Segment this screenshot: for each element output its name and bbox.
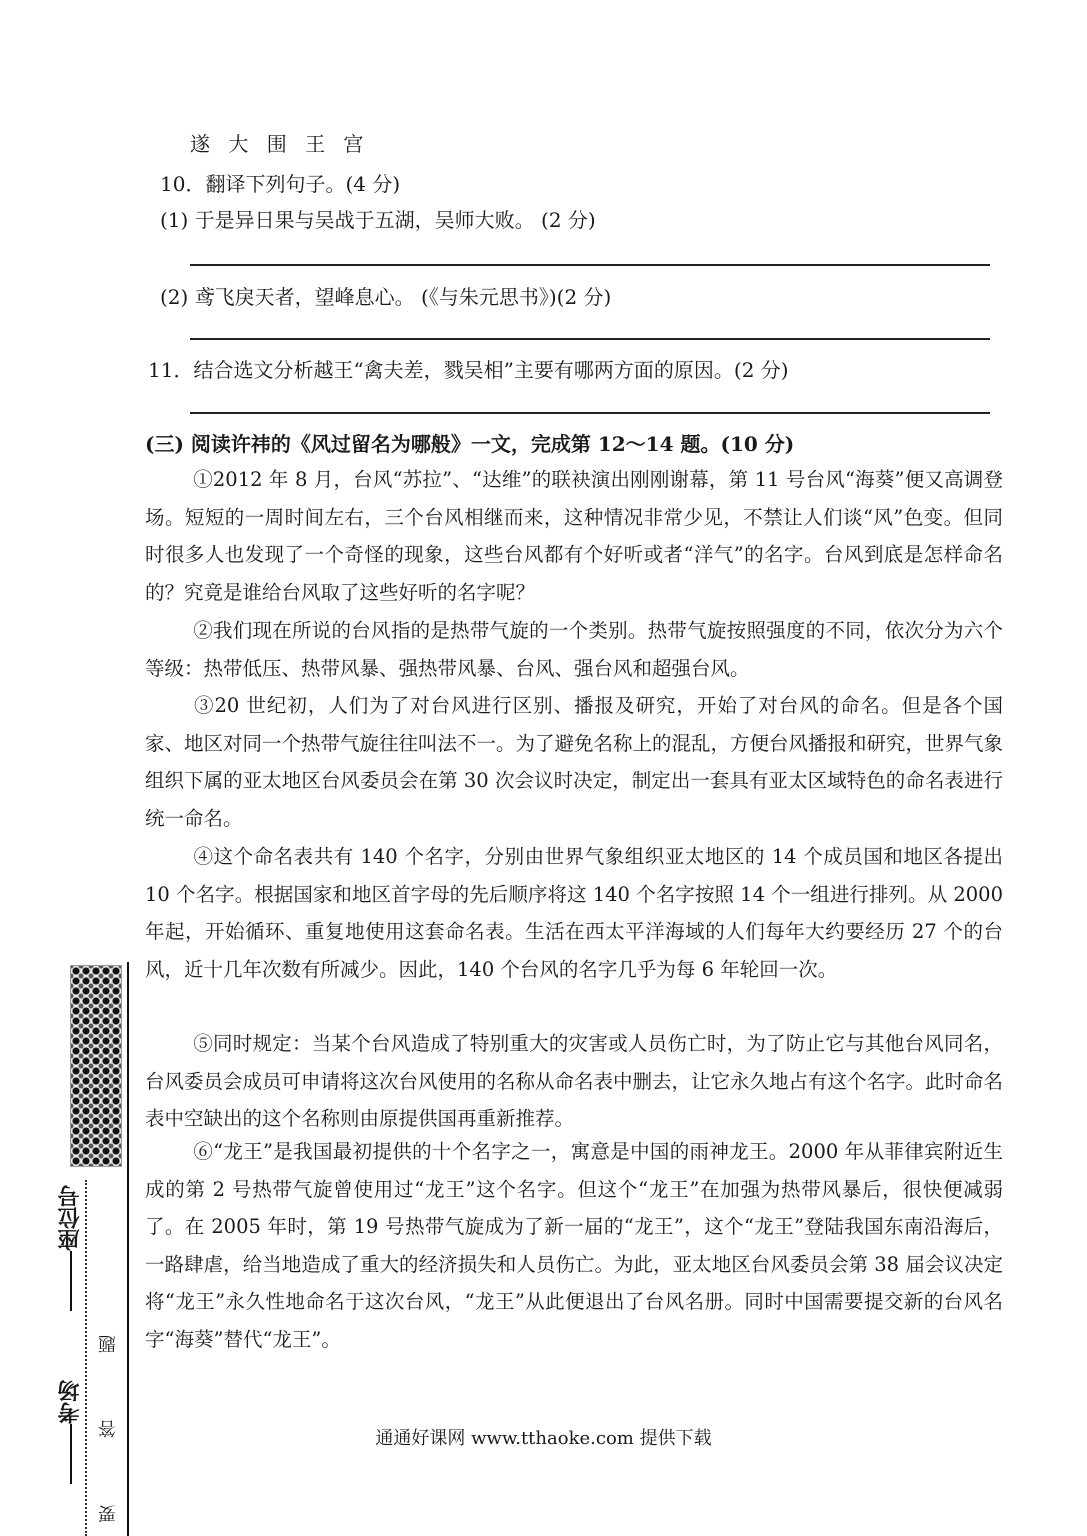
exam-room-label: 考场 xyxy=(58,1380,83,1424)
section-3-heading: (三) 阅读许祎的《风过留名为哪般》一文，完成第 12～14 题。(10 分) xyxy=(145,432,795,456)
seat-number-label: 座位号 xyxy=(58,1185,83,1251)
binding-line xyxy=(127,962,129,1536)
binding-notice-1: 要 xyxy=(98,1505,119,1523)
answer-line-2[interactable] xyxy=(190,338,990,340)
question-10-title: 10．翻译下列句子。(4 分) xyxy=(160,172,401,196)
paragraph-2: ②我们现在所说的台风指的是热带气旋的一个类别。热带气旋按照强度的不同，依次分为六个等级：热带低压、热带风暴、强热带风暴、台风、强台风和超强台风。 xyxy=(145,619,1003,680)
seat-number-blank[interactable] xyxy=(70,1251,72,1311)
binding-notice-2: 答 xyxy=(98,1420,119,1438)
paragraph-1: ①2012 年 8 月，台风“苏拉”、“达维”的联袂演出刚刚谢幕，第 11 号台风“海葵”便又高调登场。短短的一周时间左右，三个台风相继而来，这种情况非常少见，不禁让人们谈“风”色变。但同时很多人也发现了一个奇怪的现象，这些台风都有个好听或者“洋气”的名字。台风到底是怎样命名的？究竟是谁给台风取了这些好听的名字呢？ xyxy=(145,468,1003,604)
question-10-sentence-1: (1) 于是异日果与吴战于五湖，吴师大败。 (2 分) xyxy=(160,208,596,232)
paragraph-4: ④这个命名表共有 140 个名字，分别由世界气象组织亚太地区的 14 个成员国和地区各提出 10 个名字。根据国家和地区首字母的先后顺序将这 140 个名字按照 14 个一组进行排列。从 2000 年起，开始循环、重复地使用这套命名表。生活在西太平洋海域的人们每年大约要经历 27 个的台风，近十几年次数有所减少。因此，140 个台风的名字几乎为每 6 年轮回一次。 xyxy=(145,845,1003,981)
binding-notice-3: 题 xyxy=(98,1335,119,1353)
paragraph-5: ⑤同时规定：当某个台风造成了特别重大的灾害或人员伤亡时，为了防止它与其他台风同名，台风委员会成员可申请将这次台风使用的名称从命名表中删去，让它永久地占有这个名字。此时命名表中空缺出的这个名称则由原提供国再重新推荐。 xyxy=(145,1032,1004,1130)
seat-number-field[interactable] xyxy=(55,1185,86,1315)
paragraph-6: ⑥“龙王”是我国最初提供的十个名字之一，寓意是中国的雨神龙王。2000 年从菲律宾附近生成的第 2 号热带气旋曾使用过“龙王”这个名字。但这个“龙王”在加强为热带风暴后，很快便减弱了。在 2005 年时，第 19 号热带气旋成为了新一届的“龙王”，这个“龙王”登陆我国东南沿海后，一路肆虐，给当地造成了重大的经济损失和人员伤亡。为此，亚太地区台风委员会第 38 届会议决定将“龙王”永久性地命名于这次台风，“龙王”从此便退出了台风名册。同时中国需要提交新的台风名字“海葵”替代“龙王”。 xyxy=(145,1140,1003,1351)
exam-room-blank[interactable] xyxy=(70,1424,72,1484)
paragraph-3: ③20 世纪初，人们为了对台风进行区别、播报及研究，开始了对台风的命名。但是各个国家、地区对同一个热带气旋往往叫法不一。为了避免名称上的混乱，方便台风播报和研究，世界气象组织下属的亚太地区台风委员会在第 30 次会议时决定，制定出一套具有亚太区域特色的命名表进行统一命名。 xyxy=(145,694,1004,830)
question-10-sentence-2: (2) 鸢飞戾天者，望峰息心。 (《与朱元思书》)(2 分) xyxy=(160,285,612,309)
exam-room-field[interactable] xyxy=(55,1380,86,1488)
answer-line-3[interactable] xyxy=(190,412,990,414)
question-11: 11．结合选文分析越王“禽夫差，戮吴相”主要有哪两方面的原因。(2 分) xyxy=(148,358,789,382)
footer-source: 通通好课网 www.tthaoke.com 提供下载 xyxy=(375,1428,712,1449)
security-pattern xyxy=(70,965,122,1167)
top-line: 遂 大 围 王 宫 xyxy=(190,132,370,156)
answer-line-1[interactable] xyxy=(190,264,990,266)
